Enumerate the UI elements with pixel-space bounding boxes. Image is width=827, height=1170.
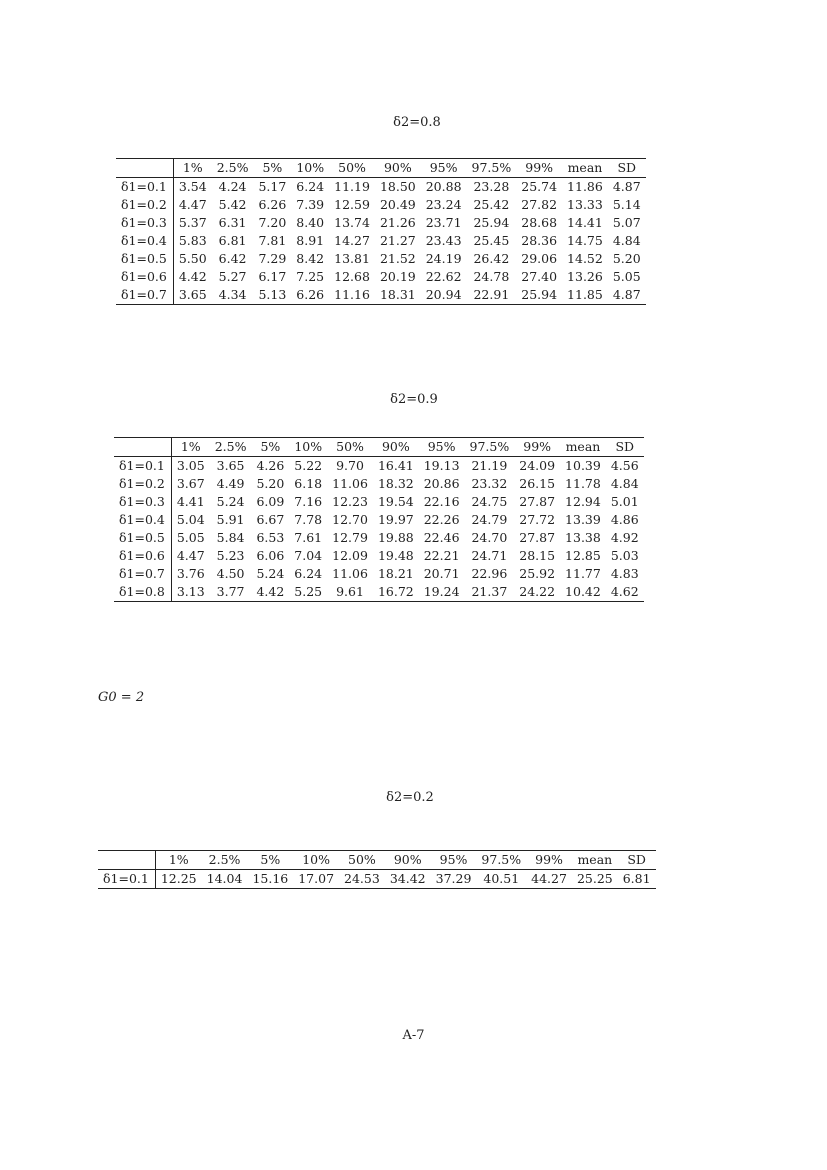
table-cell: 12.70 [332, 512, 368, 527]
table-cell: 4.84 [612, 233, 641, 248]
table-cell: 5.05 [176, 530, 205, 545]
row-label: δ1=0.7 [116, 286, 173, 305]
table-cell: 24.53 [339, 870, 385, 889]
column-header: 2.5% [210, 438, 252, 457]
table-row [116, 214, 646, 232]
column-header: 99% [514, 438, 560, 457]
table-cell: 5.01 [610, 494, 639, 509]
table-cell: 27.72 [519, 512, 556, 527]
table-cell: 7.20 [258, 215, 287, 230]
table-cell: 23.71 [425, 215, 462, 230]
quantile-table-2 [114, 437, 644, 602]
table-cell: 3.65 [216, 458, 245, 473]
table3-wrap [98, 850, 656, 889]
table-cell: 8.42 [296, 251, 325, 266]
table-cell: 25.45 [473, 233, 510, 248]
table-cell: 7.81 [258, 233, 287, 248]
table-cell: 4.84 [610, 476, 639, 491]
table-cell: 11.16 [329, 286, 375, 305]
column-header: 90% [385, 851, 431, 870]
table-cell: 28.36 [521, 233, 558, 248]
table-cell: 6.17 [258, 269, 287, 284]
column-header: 5% [247, 851, 293, 870]
table-row [114, 493, 644, 511]
table-cell: 14.75 [567, 233, 603, 248]
column-header: 95% [421, 159, 467, 178]
row-label: δ1=0.1 [114, 457, 171, 476]
table-row [116, 286, 646, 305]
table-cell: 16.72 [373, 583, 419, 602]
table-cell: 25.94 [516, 286, 562, 305]
table-cell: 21.26 [379, 215, 416, 230]
table-cell: 10.42 [560, 583, 606, 602]
table-cell: 24.71 [471, 548, 508, 563]
table-cell: 27.87 [519, 494, 556, 509]
table-cell: 4.34 [212, 286, 254, 305]
table3-caption: δ2=0.2 [386, 790, 434, 805]
table-row [114, 475, 644, 493]
row-label: δ1=0.8 [114, 583, 171, 602]
table-cell: 4.56 [610, 458, 639, 473]
table-cell: 5.22 [294, 458, 323, 473]
column-header: 10% [289, 438, 327, 457]
table-cell: 3.13 [171, 583, 209, 602]
table-cell: 6.42 [218, 251, 247, 266]
table-cell: 3.65 [173, 286, 211, 305]
table-cell: 13.74 [334, 215, 370, 230]
table-cell: 4.47 [176, 548, 205, 563]
column-header: 1% [171, 438, 209, 457]
table-cell: 6.67 [256, 512, 285, 527]
table2-wrap [114, 437, 644, 602]
table-cell: 3.54 [178, 179, 207, 194]
column-header: 97.5% [465, 438, 515, 457]
column-header: 95% [431, 851, 477, 870]
column-header: mean [560, 438, 606, 457]
table-cell: 5.83 [178, 233, 207, 248]
table-cell: 12.79 [332, 530, 368, 545]
table-cell: 21.19 [471, 458, 508, 473]
row-label: δ1=0.2 [114, 475, 171, 493]
table-cell: 8.91 [296, 233, 325, 248]
table-cell: 10.39 [565, 458, 601, 473]
table-row [114, 457, 644, 476]
column-header: 97.5% [476, 851, 526, 870]
table-cell: 21.27 [379, 233, 416, 248]
column-header: 2.5% [212, 159, 254, 178]
column-header: SD [618, 851, 656, 870]
table-cell: 19.54 [377, 494, 414, 509]
table-cell: 26.15 [519, 476, 556, 491]
table-cell: 5.23 [216, 548, 245, 563]
table-cell: 40.51 [476, 870, 526, 889]
table-cell: 6.81 [218, 233, 247, 248]
column-header: mean [572, 851, 618, 870]
table-cell: 19.88 [377, 530, 414, 545]
column-header: SD [608, 159, 646, 178]
table-cell: 4.41 [176, 494, 205, 509]
table-cell: 4.62 [606, 583, 644, 602]
table-cell: 5.03 [610, 548, 639, 563]
table-cell: 26.42 [473, 251, 510, 266]
corner-cell [114, 438, 171, 457]
table-cell: 37.29 [431, 870, 477, 889]
row-label: δ1=0.6 [114, 547, 171, 565]
table-row [116, 232, 646, 250]
table-cell: 4.92 [610, 530, 639, 545]
table-cell: 29.06 [521, 251, 558, 266]
row-label: δ1=0.3 [116, 214, 173, 232]
table-cell: 5.07 [612, 215, 641, 230]
table-cell: 22.21 [423, 548, 460, 563]
column-header: 90% [373, 438, 419, 457]
table-cell: 24.78 [473, 269, 510, 284]
table-cell: 5.20 [256, 476, 285, 491]
table-cell: 19.97 [377, 512, 414, 527]
table-cell: 14.27 [334, 233, 370, 248]
table-cell: 14.52 [567, 251, 603, 266]
column-header: 1% [173, 159, 211, 178]
column-header: 50% [327, 438, 373, 457]
table-cell: 4.42 [251, 583, 289, 602]
table-cell: 11.77 [565, 566, 601, 581]
row-label: δ1=0.1 [98, 870, 155, 889]
table-cell: 20.49 [379, 197, 416, 212]
table-row [116, 268, 646, 286]
table-row [114, 547, 644, 565]
table-cell: 22.91 [467, 286, 517, 305]
table-cell: 25.94 [473, 215, 510, 230]
table-cell: 4.87 [612, 179, 641, 194]
table-cell: 4.87 [608, 286, 646, 305]
table-cell: 13.26 [567, 269, 603, 284]
table-cell: 23.28 [473, 179, 510, 194]
table-cell: 27.87 [519, 530, 556, 545]
table-cell: 12.23 [332, 494, 368, 509]
table-cell: 11.78 [565, 476, 601, 491]
table-cell: 7.78 [294, 512, 323, 527]
column-header: 90% [375, 159, 421, 178]
table-cell: 20.19 [379, 269, 416, 284]
table-cell: 11.06 [332, 566, 368, 581]
row-label: δ1=0.5 [116, 250, 173, 268]
row-label: δ1=0.4 [116, 232, 173, 250]
table-cell: 13.39 [565, 512, 601, 527]
table-cell: 20.88 [425, 179, 462, 194]
table-cell: 23.32 [471, 476, 508, 491]
table-cell: 23.24 [425, 197, 462, 212]
table-cell: 18.32 [377, 476, 414, 491]
table-row [114, 583, 644, 602]
table-cell: 7.04 [294, 548, 323, 563]
column-header: 97.5% [467, 159, 517, 178]
table-row [114, 529, 644, 547]
table-cell: 25.25 [572, 870, 618, 889]
table-cell: 25.42 [473, 197, 510, 212]
table-cell: 6.26 [258, 197, 287, 212]
table-cell: 22.46 [423, 530, 460, 545]
table2-caption: δ2=0.9 [390, 392, 438, 407]
table-cell: 17.07 [293, 870, 339, 889]
table-cell: 6.18 [294, 476, 323, 491]
table-cell: 7.61 [294, 530, 323, 545]
column-header: 5% [251, 438, 289, 457]
table-cell: 19.24 [419, 583, 465, 602]
table-cell: 4.86 [610, 512, 639, 527]
table-cell: 27.82 [521, 197, 558, 212]
table-cell: 28.15 [519, 548, 556, 563]
table-cell: 22.16 [423, 494, 460, 509]
table-cell: 5.84 [216, 530, 245, 545]
table-cell: 27.40 [521, 269, 558, 284]
table1-caption: δ2=0.8 [393, 115, 441, 130]
table-cell: 5.50 [178, 251, 207, 266]
table-cell: 5.14 [612, 197, 641, 212]
table-cell: 5.37 [178, 215, 207, 230]
table1-wrap [116, 158, 646, 305]
table-cell: 7.39 [296, 197, 325, 212]
table-cell: 24.09 [519, 458, 556, 473]
table-cell: 4.83 [610, 566, 639, 581]
table-cell: 18.31 [375, 286, 421, 305]
table-cell: 18.50 [379, 179, 416, 194]
row-label: δ1=0.6 [116, 268, 173, 286]
column-header: 2.5% [202, 851, 248, 870]
column-header: 99% [516, 159, 562, 178]
table-cell: 7.29 [258, 251, 287, 266]
table-row [116, 250, 646, 268]
table-cell: 13.38 [565, 530, 601, 545]
table-cell: 6.81 [618, 870, 656, 889]
table-cell: 25.74 [521, 179, 558, 194]
table-row [114, 565, 644, 583]
table-cell: 6.24 [294, 566, 323, 581]
table-row [114, 511, 644, 529]
table-cell: 13.81 [334, 251, 370, 266]
table-cell: 18.21 [377, 566, 414, 581]
table-cell: 6.53 [256, 530, 285, 545]
column-header: 50% [329, 159, 375, 178]
row-label: δ1=0.3 [114, 493, 171, 511]
table-cell: 14.41 [567, 215, 603, 230]
table-cell: 3.77 [210, 583, 252, 602]
table-cell: 6.26 [291, 286, 329, 305]
table-cell: 6.09 [256, 494, 285, 509]
table-cell: 22.26 [423, 512, 460, 527]
table-cell: 22.96 [471, 566, 508, 581]
table-cell: 4.24 [218, 179, 247, 194]
table-cell: 4.50 [216, 566, 245, 581]
table-cell: 12.09 [332, 548, 368, 563]
table-cell: 3.76 [176, 566, 205, 581]
table-cell: 5.91 [216, 512, 245, 527]
table-cell: 24.70 [471, 530, 508, 545]
table-cell: 24.22 [514, 583, 560, 602]
row-label: δ1=0.2 [116, 196, 173, 214]
quantile-table-3 [98, 850, 656, 889]
table-cell: 19.13 [423, 458, 460, 473]
table-cell: 6.24 [296, 179, 325, 194]
table-cell: 11.19 [334, 179, 370, 194]
column-header: 50% [339, 851, 385, 870]
table-cell: 4.47 [178, 197, 207, 212]
corner-cell [98, 851, 155, 870]
column-header: 95% [419, 438, 465, 457]
table-cell: 3.05 [176, 458, 205, 473]
column-header: mean [562, 159, 608, 178]
table-cell: 11.86 [567, 179, 603, 194]
table-cell: 12.59 [334, 197, 370, 212]
column-header: 10% [291, 159, 329, 178]
table-cell: 7.25 [296, 269, 325, 284]
table-row [116, 196, 646, 214]
table-cell: 44.27 [526, 870, 572, 889]
table-cell: 13.33 [567, 197, 603, 212]
table-cell: 15.16 [247, 870, 293, 889]
table-cell: 5.13 [253, 286, 291, 305]
table-cell: 20.86 [423, 476, 460, 491]
table-cell: 5.27 [218, 269, 247, 284]
table-cell: 5.20 [612, 251, 641, 266]
table-cell: 5.24 [216, 494, 245, 509]
table-cell: 12.85 [565, 548, 601, 563]
table-cell: 5.04 [176, 512, 205, 527]
table-cell: 12.25 [155, 870, 201, 889]
table-cell: 4.26 [256, 458, 285, 473]
table-cell: 5.17 [258, 179, 287, 194]
column-header: 99% [526, 851, 572, 870]
quantile-table-1 [116, 158, 646, 305]
table-cell: 9.70 [336, 458, 364, 473]
table-cell: 5.25 [289, 583, 327, 602]
row-label: δ1=0.5 [114, 529, 171, 547]
row-label: δ1=0.7 [114, 565, 171, 583]
table-cell: 19.48 [377, 548, 414, 563]
table-cell: 8.40 [296, 215, 325, 230]
table-cell: 34.42 [385, 870, 431, 889]
row-label: δ1=0.4 [114, 511, 171, 529]
table-row [98, 870, 656, 889]
table-cell: 11.06 [332, 476, 368, 491]
table-cell: 14.04 [202, 870, 248, 889]
row-label: δ1=0.1 [116, 178, 173, 197]
table-cell: 24.19 [425, 251, 462, 266]
table-cell: 5.24 [256, 566, 285, 581]
table-cell: 28.68 [521, 215, 558, 230]
column-header: 5% [253, 159, 291, 178]
table-cell: 25.92 [519, 566, 556, 581]
column-header: 1% [155, 851, 201, 870]
table-cell: 23.43 [425, 233, 462, 248]
table-cell: 11.85 [562, 286, 608, 305]
column-header: SD [606, 438, 644, 457]
table-cell: 6.31 [218, 215, 247, 230]
table-cell: 22.62 [425, 269, 462, 284]
g0-label: G0 = 2 [98, 690, 145, 705]
table-cell: 20.94 [421, 286, 467, 305]
column-header: 10% [293, 851, 339, 870]
table-cell: 16.41 [377, 458, 414, 473]
table-cell: 12.68 [334, 269, 370, 284]
page-number: A-7 [402, 1028, 425, 1043]
table-cell: 21.37 [465, 583, 515, 602]
table-cell: 12.94 [565, 494, 601, 509]
table-cell: 5.05 [612, 269, 641, 284]
corner-cell [116, 159, 173, 178]
table-cell: 9.61 [327, 583, 373, 602]
table-cell: 5.42 [218, 197, 247, 212]
table-cell: 24.79 [471, 512, 508, 527]
table-cell: 3.67 [176, 476, 205, 491]
table-cell: 4.42 [178, 269, 207, 284]
table-cell: 24.75 [471, 494, 508, 509]
table-cell: 4.49 [216, 476, 245, 491]
table-cell: 7.16 [294, 494, 323, 509]
table-cell: 21.52 [379, 251, 416, 266]
table-cell: 20.71 [423, 566, 460, 581]
table-cell: 6.06 [256, 548, 285, 563]
table-row [116, 178, 646, 197]
